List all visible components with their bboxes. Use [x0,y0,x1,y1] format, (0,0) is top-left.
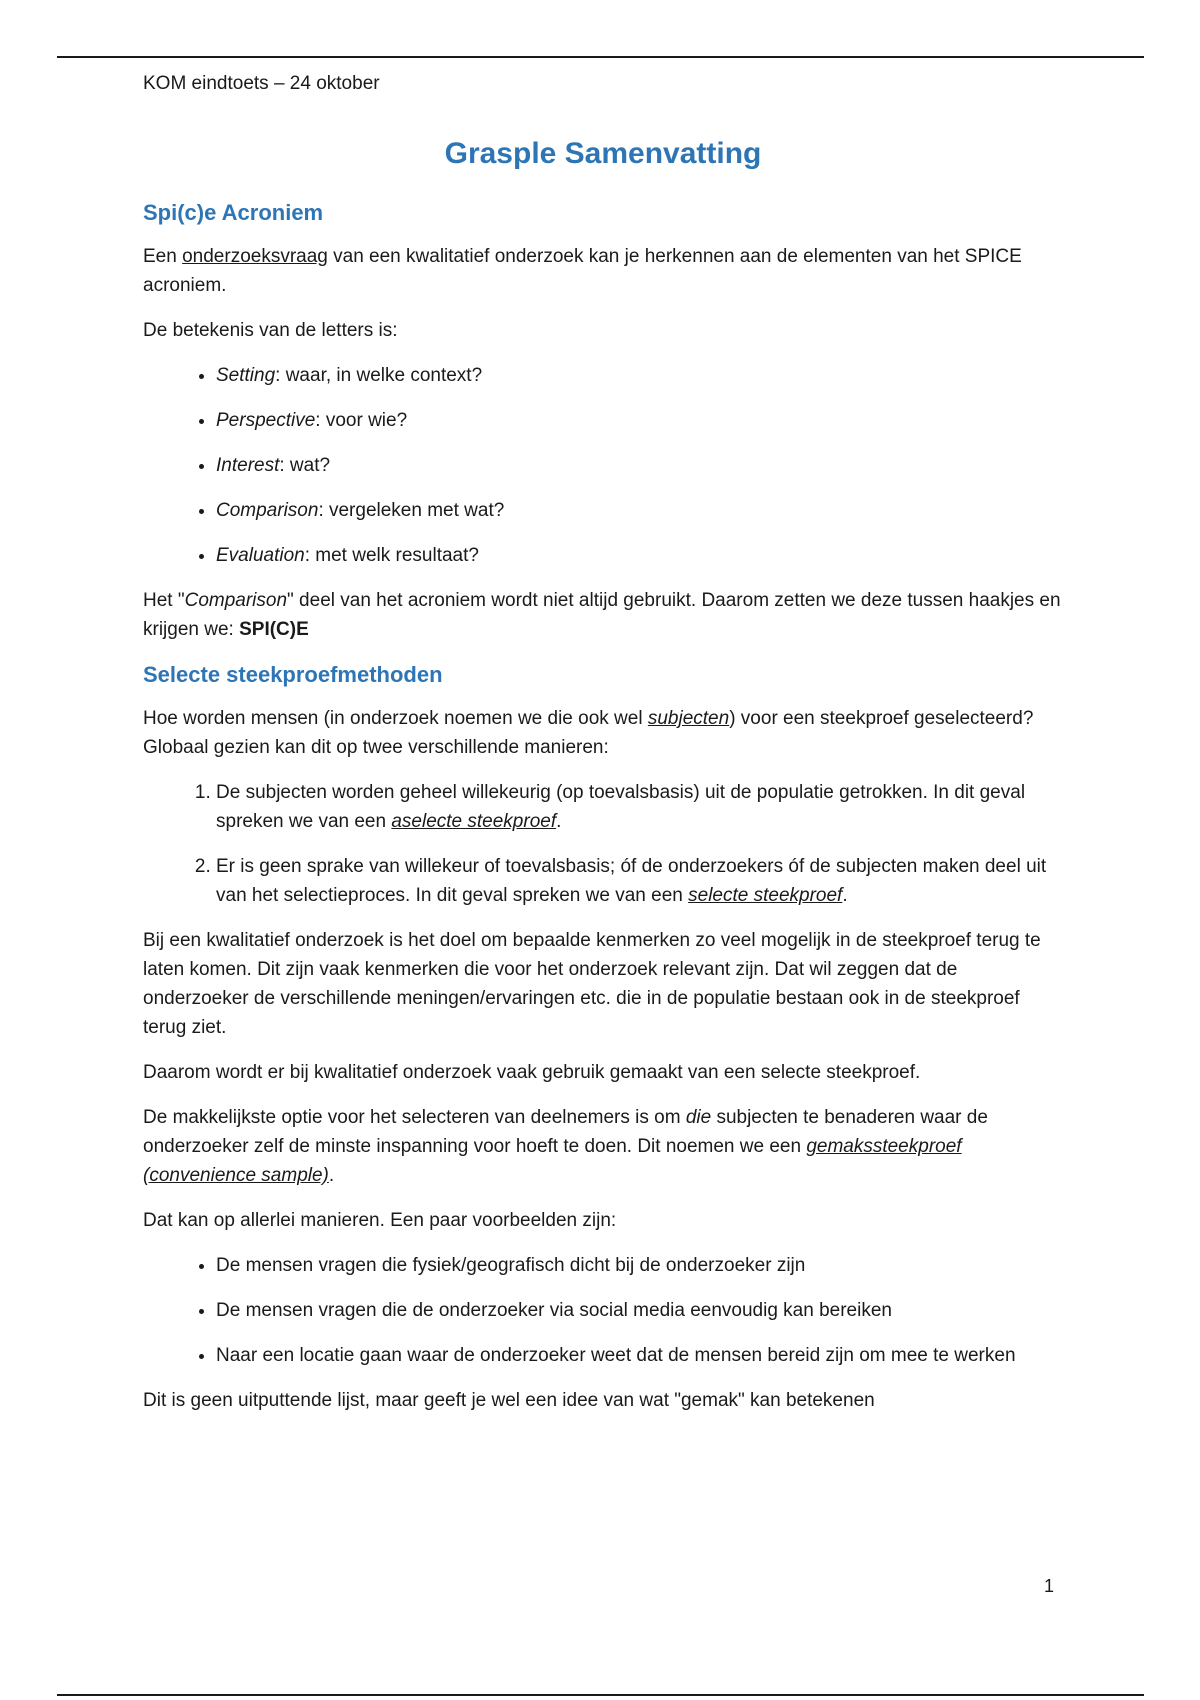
convenience-sample-paragraph: De makkelijkste optie voor het selecteren van deelnemers is om die subjecten te benaderen waar de onderzoeker zelf de minste inspanning voor hoeft te doen. Dit noemen we een gemakssteekproef (convenience sample). [143,1107,988,1186]
selection-methods-list [143,778,1063,910]
list-item: 2. Er is geen sprake van willekeur of toevalsbasis; óf de onderzoekers óf de subjecten maken deel uit van het selectieproces. In dit geval spreken we van een selecte steekproef. [216,852,1063,910]
list-item: • Evaluation: met welk resultaat? [216,541,1063,570]
list-item: • Comparison: vergeleken met wat? [216,496,1063,525]
examples-intro: Dat kan op allerlei manieren. Een paar voorbeelden zijn: [143,1210,617,1231]
spice-list [143,361,1063,570]
list-item: • De mensen vragen die fysiek/geografisch dicht bij de onderzoeker zijn [216,1251,1063,1280]
heading-spice: Spi(c)e Acroniem [143,200,324,225]
page-number: 1 [1044,1576,1055,1596]
qualitative-goal: Bij een kwalitatief onderzoek is het doel om bepaalde kenmerken zo veel mogelijk in de steekproef terug te laten komen. Dit zijn vaak kenmerken die voor het onderzoek relevant zijn. Dat wil zeggen dat de onderzoeker de verschillende meningen/ervaringen etc. die in de populatie bestaan ook in de steekproef terug ziet. [143,930,1041,1038]
list-item: • De mensen vragen die de onderzoeker via social media eenvoudig kan bereiken [216,1296,1063,1325]
list-item: • Interest: wat? [216,451,1063,480]
footer-rule [57,1694,1144,1696]
list-item: • Naar een locatie gaan waar de onderzoeker weet dat de mensen bereid zijn om mee te werken [216,1341,1063,1370]
spice-comparison-note: Het "Comparison" deel van het acroniem wordt niet altijd gebruikt. Daarom zetten we deze tussen haakjes en krijgen we: SPI(C)E [143,590,1061,640]
spice-letters-intro: De betekenis van de letters is: [143,320,398,341]
running-header: KOM eindtoets – 24 oktober [143,73,380,94]
document-title: Grasple Samenvatting [444,137,762,170]
spice-intro: Een onderzoeksvraag van een kwalitatief onderzoek kan je herkennen aan de elementen van het SPICE acroniem. [143,246,1022,296]
selecte-usage: Daarom wordt er bij kwalitatief onderzoek vaak gebruik gemaakt van een selecte steekproef. [143,1062,921,1083]
closing-note: Dit is geen uitputtende lijst, maar geeft je wel een idee van wat "gemak" kan betekenen [143,1390,875,1411]
selecte-intro: Hoe worden mensen (in onderzoek noemen we die ook wel subjecten) voor een steekproef geselecteerd? Globaal gezien kan dit op twee verschillende manieren: [143,708,1034,758]
list-item: • Perspective: voor wie? [216,406,1063,435]
document-body [143,70,1063,1431]
list-item: • Setting: waar, in welke context? [216,361,1063,390]
examples-list [143,1251,1063,1370]
link-onderzoeksvraag[interactable]: onderzoeksvraag [182,246,328,267]
heading-selecte: Selecte steekproefmethoden [143,662,443,687]
header-rule [57,56,1144,58]
list-item: 1. De subjecten worden geheel willekeurig (op toevalsbasis) uit de populatie getrokken. In dit geval spreken we van een aselecte steekproef. [216,778,1063,836]
